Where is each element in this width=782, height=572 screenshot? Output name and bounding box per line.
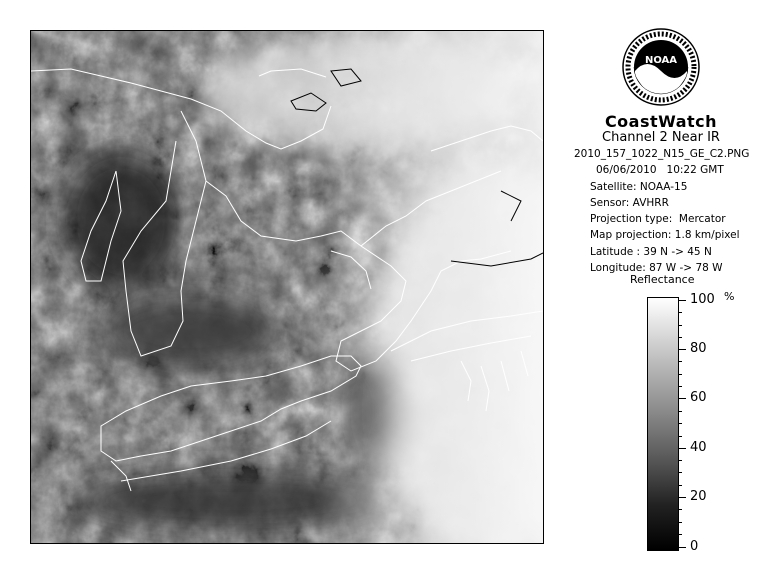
colorbar-tick-major [678, 497, 686, 498]
colorbar-tick-minor [678, 411, 682, 412]
satellite-text: Satellite: NOAA-15 [590, 181, 688, 193]
colorbar-tick-minor [678, 485, 682, 486]
colorbar-tick-label: 40 [690, 440, 707, 455]
projection-text: Projection type: Mercator [590, 213, 726, 225]
colorbar-tick-minor [678, 534, 682, 535]
colorbar-tick-minor [678, 509, 682, 510]
latitude-text: Latitude : 39 N -> 45 N [590, 246, 712, 258]
colorbar-tick-major [678, 398, 686, 399]
colorbar-tick-label: 60 [690, 390, 707, 405]
colorbar-tick-major [678, 448, 686, 449]
colorbar-tick-minor [678, 522, 682, 523]
satellite-image [30, 30, 544, 544]
noaa-logo-text: NOAA [644, 55, 678, 66]
colorbar-tick-major [678, 300, 686, 301]
colorbar-tick-minor [678, 436, 682, 437]
longitude-text: Longitude: 87 W -> 78 W [590, 262, 723, 274]
colorbar-tick-label: 0 [690, 539, 699, 554]
colorbar-tick-label: 20 [690, 489, 707, 504]
colorbar-tick-minor [678, 325, 682, 326]
colorbar-tick-minor [678, 472, 682, 473]
colorbar-tick-minor [678, 374, 682, 375]
colorbar-tick-minor [678, 337, 682, 338]
colorbar-tick-minor [678, 312, 682, 313]
satellite-image-graphic [31, 31, 543, 543]
colorbar-tick-label: 80 [690, 341, 707, 356]
map-projection-text: Map projection: 1.8 km/pixel [590, 229, 740, 241]
colorbar-tick-label: 100 [690, 292, 715, 307]
colorbar [647, 297, 679, 551]
colorbar-tick-major [678, 547, 686, 548]
noaa-logo [621, 27, 701, 107]
colorbar-unit: % [724, 290, 735, 303]
filename-text: 2010_157_1022_N15_GE_C2.PNG [574, 148, 750, 160]
channel-subtitle: Channel 2 Near IR [602, 130, 720, 145]
brand-title: CoastWatch [604, 112, 718, 131]
datetime-text: 06/06/2010 10:22 GMT [596, 164, 724, 176]
colorbar-tick-minor [678, 386, 682, 387]
colorbar-tick-minor [678, 460, 682, 461]
colorbar-tick-minor [678, 423, 682, 424]
colorbar-tick-major [678, 349, 686, 350]
colorbar-tick-minor [678, 361, 682, 362]
colorbar-title: Reflectance [630, 273, 695, 286]
sensor-text: Sensor: AVHRR [590, 197, 669, 209]
